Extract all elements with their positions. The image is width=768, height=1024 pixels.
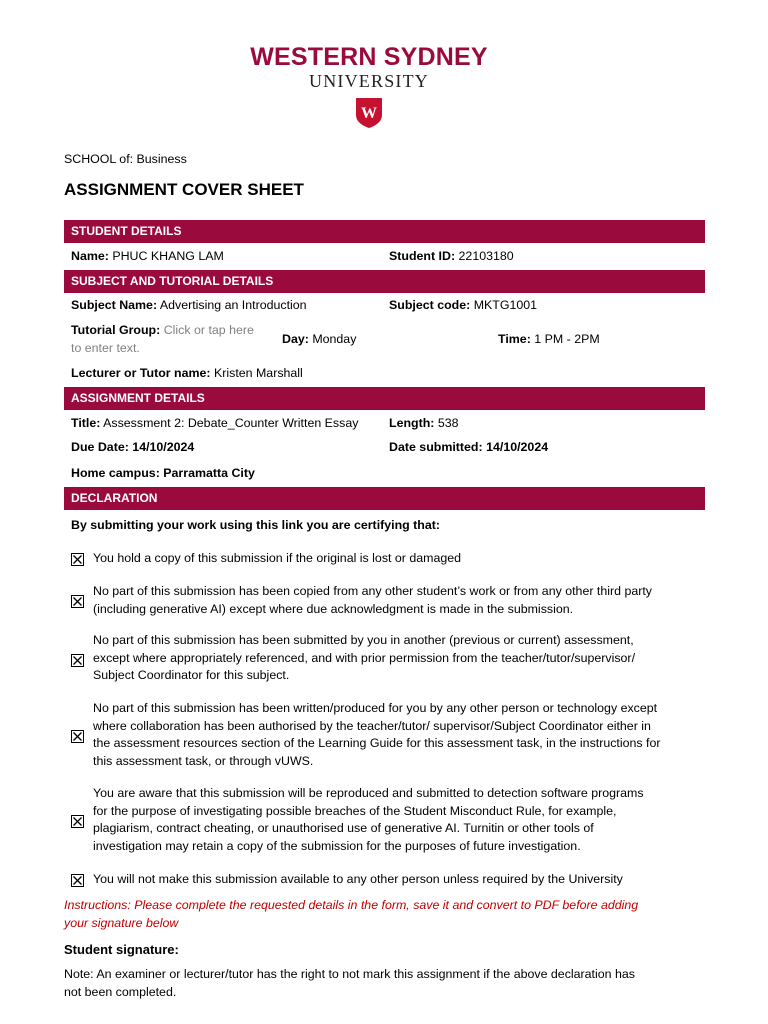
declaration-item-2-line-1: No part of this submission has been copied from any other student’s work or from any other third party: [93, 584, 653, 598]
student-id-value: 22103180: [458, 249, 514, 263]
instructions-label: Instructions: [64, 898, 128, 912]
declaration-item-4-line-4: this assessment task, or through vUWS.: [93, 753, 314, 768]
declaration-item-4-line-3: the assessment resources section of the Learning Guide for this assessment task, in the instructions for: [93, 736, 661, 750]
day-value: Monday: [312, 332, 357, 346]
student-id-field[interactable]: [389, 249, 514, 263]
student-id-label: Student ID:: [389, 249, 456, 263]
tutorial-group-placeholder-2[interactable]: to enter text.: [71, 341, 140, 355]
note: [64, 966, 704, 1001]
assignment-title-label: Title:: [71, 416, 101, 430]
home-campus-label: Home campus:: [71, 466, 160, 480]
declaration-checkbox-6[interactable]: [71, 874, 84, 887]
home-campus-field[interactable]: [71, 466, 255, 480]
section-header-subject: SUBJECT AND TUTORIAL DETAILS: [64, 270, 705, 293]
note-line-1: Note: An examiner or lecturer/tutor has the right to not mark this assignment if the above declaration has: [64, 967, 635, 981]
lecturer-field[interactable]: [71, 366, 303, 380]
shield-icon: [355, 97, 383, 129]
subject-name-label: Subject Name:: [71, 298, 158, 312]
due-date-label: Due Date:: [71, 440, 129, 454]
lecturer-value: Kristen Marshall: [213, 366, 303, 380]
declaration-checkbox-2[interactable]: [71, 595, 84, 608]
declaration-item-3: [93, 632, 703, 685]
day-label: Day:: [282, 332, 309, 346]
tutorial-group-label: Tutorial Group:: [71, 323, 161, 337]
subject-name-field[interactable]: [71, 298, 307, 312]
declaration-checkbox-4[interactable]: [71, 730, 84, 743]
lecturer-label: Lecturer or Tutor name:: [71, 366, 211, 380]
student-name-label: Name:: [71, 249, 109, 263]
home-campus-value: Parramatta City: [163, 466, 255, 480]
date-submitted-label: Date submitted:: [389, 440, 483, 454]
declaration-item-3-line-2: except where appropriately referenced, and with prior permission from the teacher/tutor/supervisor/: [93, 650, 636, 665]
university-logo: [250, 40, 488, 136]
declaration-intro: By submitting your work using this link you are certifying that:: [71, 518, 441, 532]
declaration-checkbox-3[interactable]: [71, 654, 84, 667]
tutorial-group-placeholder[interactable]: Click or tap here: [163, 323, 254, 337]
declaration-item-2: [93, 583, 703, 618]
logo-line-1: WESTERN SYDNEY: [250, 43, 488, 71]
declaration-item-5: [93, 785, 703, 855]
declaration-item-1: [93, 550, 703, 568]
length-label: Length:: [389, 416, 435, 430]
declaration-item-6-line-1: You will not make this submission available to any other person unless required by the University: [93, 872, 623, 886]
declaration-item-4: [93, 700, 703, 770]
declaration-item-4-line-1: No part of this submission has been written/produced for you by any other person or technology except: [93, 701, 658, 715]
instructions-line-2: your signature below: [64, 915, 179, 930]
due-date-field[interactable]: [71, 440, 194, 454]
note-line-2: not been completed.: [64, 984, 177, 999]
due-date-value: 14/10/2024: [132, 440, 195, 454]
school-line: SCHOOL of: Business: [64, 152, 187, 166]
declaration-item-4-line-2: where collaboration has been authorised by the teacher/tutor/ supervisor/Subject Coordinator either in: [93, 718, 651, 733]
time-field[interactable]: [498, 332, 600, 346]
subject-name-value: Advertising an Introduction: [159, 298, 307, 312]
instructions-line-1: : Please complete the requested details in the form, save it and convert to PDF before adding: [127, 898, 639, 912]
section-header-declaration: DECLARATION: [64, 487, 705, 510]
date-submitted-field[interactable]: [389, 440, 548, 454]
declaration-item-1-line-1: You hold a copy of this submission if the original is lost or damaged: [93, 551, 462, 565]
subject-code-value: MKTG1001: [473, 298, 538, 312]
declaration-item-6: [93, 871, 703, 889]
section-header-student: STUDENT DETAILS: [64, 220, 705, 243]
time-value: 1 PM - 2PM: [534, 332, 600, 346]
subject-code-label: Subject code:: [389, 298, 471, 312]
day-field[interactable]: [282, 332, 356, 346]
declaration-item-5-line-4: investigation may retain a copy of the submission for the purposes of future investigation.: [93, 838, 581, 853]
logo-line-2: UNIVERSITY: [309, 71, 429, 91]
tutorial-group-field[interactable]: [71, 323, 254, 337]
student-name-field[interactable]: [71, 249, 224, 263]
instructions: [64, 897, 704, 932]
assignment-title-field[interactable]: [71, 416, 358, 430]
shield-letter: W: [361, 105, 377, 122]
student-name-value: PHUC KHANG LAM: [112, 249, 224, 263]
page-title: ASSIGNMENT COVER SHEET: [64, 180, 304, 199]
declaration-item-2-line-2: (including generative AI) except where due acknowledgment is made in the submission.: [93, 601, 574, 616]
section-header-assignment: ASSIGNMENT DETAILS: [64, 387, 705, 410]
declaration-item-3-line-1: No part of this submission has been submitted by you in another (previous or current) assessment,: [93, 633, 634, 647]
declaration-item-5-line-1: You are aware that this submission will be reproduced and submitted to detection software programs: [93, 786, 644, 800]
length-value: 538: [437, 416, 459, 430]
declaration-item-5-line-3: plagiarism, contract cheating, or unauthorised use of generative AI. Turnitin or other tools of: [93, 821, 594, 835]
subject-code-field[interactable]: [389, 298, 537, 312]
length-field[interactable]: [389, 416, 459, 430]
declaration-item-3-line-3: Subject Coordinator for this subject.: [93, 668, 290, 682]
date-submitted-value: 14/10/2024: [486, 440, 549, 454]
student-signature-label: Student signature:: [64, 942, 179, 957]
assignment-title-value: Assessment 2: Debate_Counter Written Essay: [103, 416, 359, 430]
declaration-checkbox-5[interactable]: [71, 815, 84, 828]
declaration-checkbox-1[interactable]: [71, 553, 84, 566]
declaration-item-5-line-2: for the purpose of investigating possible breaches of the Student Misconduct Rule, for example,: [93, 803, 617, 818]
time-label: Time:: [498, 332, 531, 346]
